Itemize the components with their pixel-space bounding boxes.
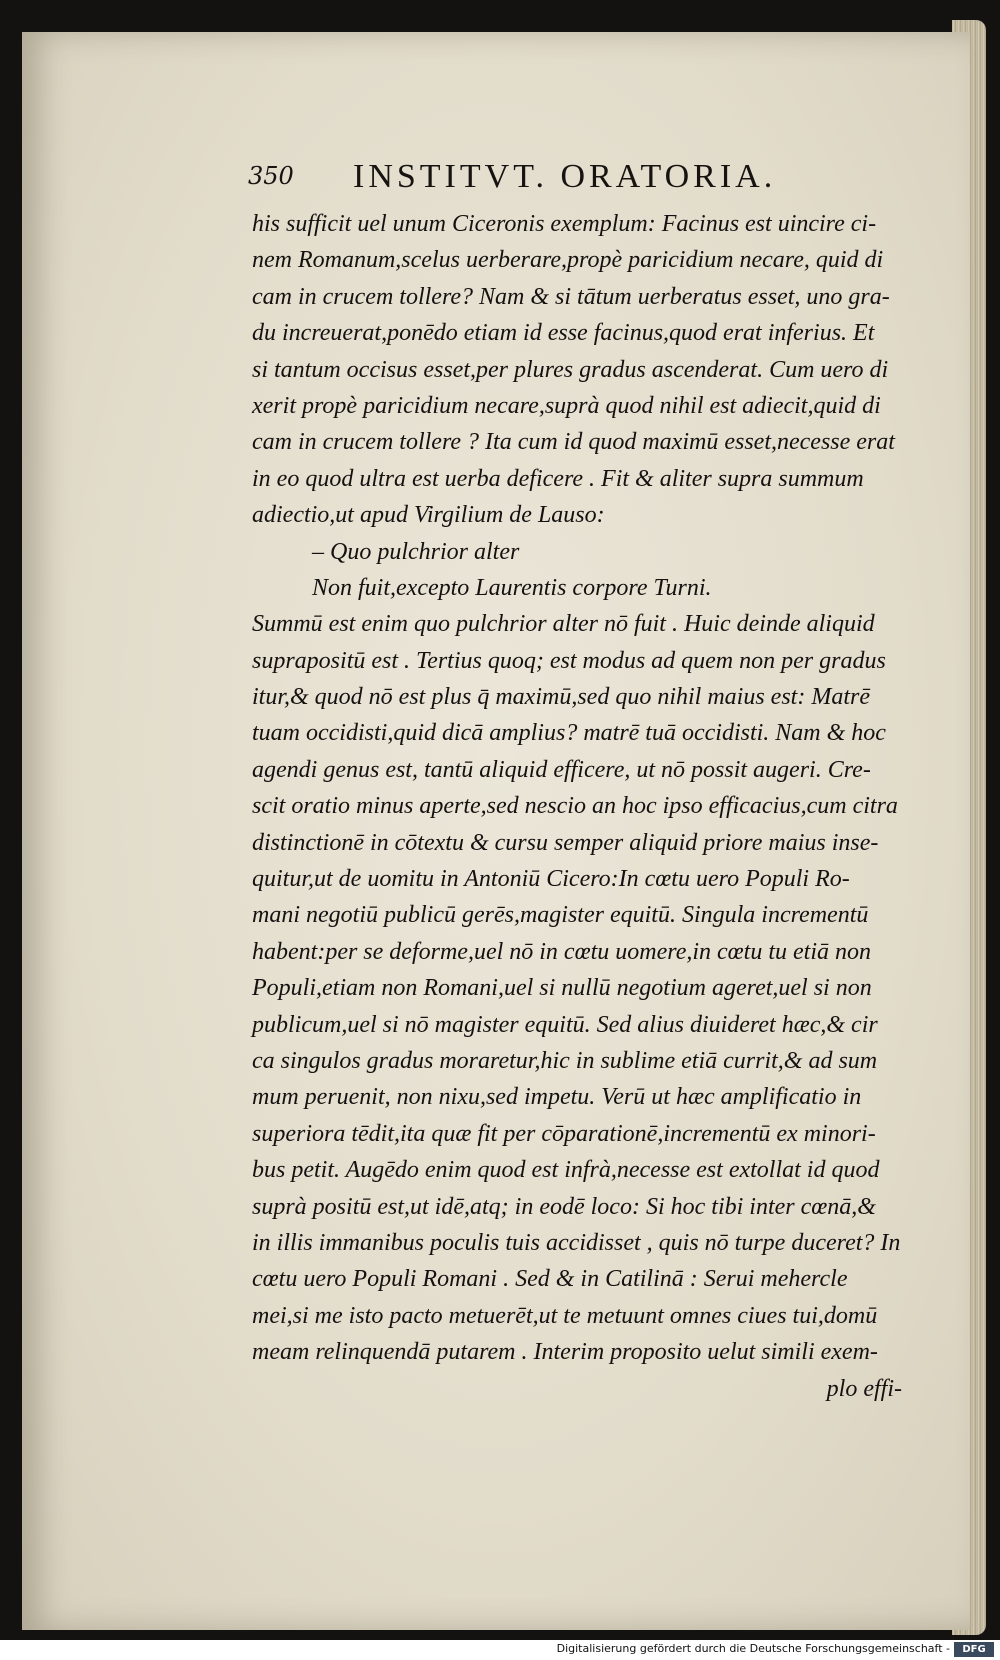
verse-line: Non fuit,excepto Laurentis corpore Turni.: [312, 574, 712, 601]
text-line: mum peruenit, non nixu,sed impetu. Verū ut hæc amplificatio in: [252, 1084, 862, 1111]
text-line: distinctionē in cōtextu & cursu semper aliquid priore maius inse-: [252, 829, 879, 856]
text-line: nem Romanum,scelus uerberare,propè paricidium necare, quid di: [252, 247, 884, 274]
text-line: Populi,etiam non Romani,uel si nullū negotium ageret,uel si non: [252, 975, 872, 1002]
text-line: mei,si me isto pacto metuerēt,ut te metuunt omnes ciues tui,domū: [252, 1302, 878, 1329]
text-line: in eo quod ultra est uerba deficere . Fit & aliter supra summum: [252, 465, 864, 492]
verse-line: – Quo pulchrior alter: [312, 538, 520, 565]
text-line: mani negotiū publicū gerēs,magister equitū. Singula incrementū: [252, 902, 869, 929]
text-line: meam relinquendā putarem . Interim proposito uelut simili exem-: [252, 1339, 878, 1366]
text-line: ca singulos gradus moraretur,hic in sublime etiā currit,& ad sum: [252, 1047, 878, 1074]
text-line: superiora tēdit,ita quæ fit per cōparationē,incrementū ex minori-: [252, 1120, 876, 1147]
text-line: scit oratio minus aperte,sed nescio an hoc ipso efficacius,cum citra: [252, 793, 898, 820]
body-text: [252, 206, 952, 1407]
text-line: his sufficit uel unum Ciceronis exemplum: Facinus est uincire ci-: [252, 211, 877, 237]
page-number: 350: [248, 162, 294, 190]
text-line: publicum,uel si nō magister equitū. Sed alius diuideret hæc,& cir: [252, 1011, 878, 1038]
text-line: cam in crucem tollere ? Ita cum id quod maximū esset,necesse erat: [252, 429, 895, 456]
text-line: in illis immanibus poculis tuis accidisset , quis nō turpe duceret? In: [252, 1229, 901, 1256]
text-line: tuam occidisti,quid dicā amplius? matrē tuā occidisti. Nam & hoc: [252, 720, 886, 747]
text-line: si tantum occisus esset,per plures gradus ascenderat. Cum uero di: [252, 356, 889, 383]
text-line: du increuerat,ponēdo etiam id esse facinus,quod erat inferius. Et: [252, 320, 875, 347]
dfg-logo: DFG: [954, 1642, 994, 1657]
text-line: cœtu uero Populi Romani . Sed & in Catilinā : Serui mehercle: [252, 1266, 848, 1293]
text-line: quitur,ut de uomitu in Antoniū Cicero:In cœtu uero Populi Ro-: [252, 866, 850, 893]
text-line: Summū est enim quo pulchrior alter nō fuit . Huic deinde aliquid: [252, 611, 875, 638]
footer-credit: Digitalisierung gefördert durch die Deutsche Forschungsgemeinschaft -: [556, 1642, 950, 1655]
digitization-footer: [0, 1640, 1000, 1660]
page-header: [248, 158, 948, 198]
text-line: suprà positū est,ut idē,atq; in eodē loco: Si hoc tibi inter cœnā,&: [252, 1193, 876, 1220]
text-line: suprapositū est . Tertius quoq; est modus ad quem non per gradus: [252, 647, 886, 674]
text-line: agendi genus est, tantū aliquid efficere, ut nō possit augeri. Cre-: [252, 756, 871, 783]
text-line: bus petit. Augēdo enim quod est infrà,necesse est extollat id quod: [252, 1157, 880, 1184]
text-line: itur,& quod nō est plus q̄ maximū,sed quo nihil maius est: Matrē: [252, 684, 870, 711]
running-head: INSTITVT. ORATORIA.: [353, 158, 777, 195]
text-line: cam in crucem tollere? Nam & si tātum uerberatus esset, uno gra-: [252, 283, 890, 310]
text-line: adiectio,ut apud Virgilium de Lauso:: [252, 502, 605, 529]
catchword: plo effi-: [826, 1375, 902, 1402]
text-line: habent:per se deforme,uel nō in cœtu uomere,in cœtu tu etiā non: [252, 938, 871, 965]
text-line: xerit propè paricidium necare,suprà quod nihil est adiecit,quid di: [252, 392, 881, 419]
